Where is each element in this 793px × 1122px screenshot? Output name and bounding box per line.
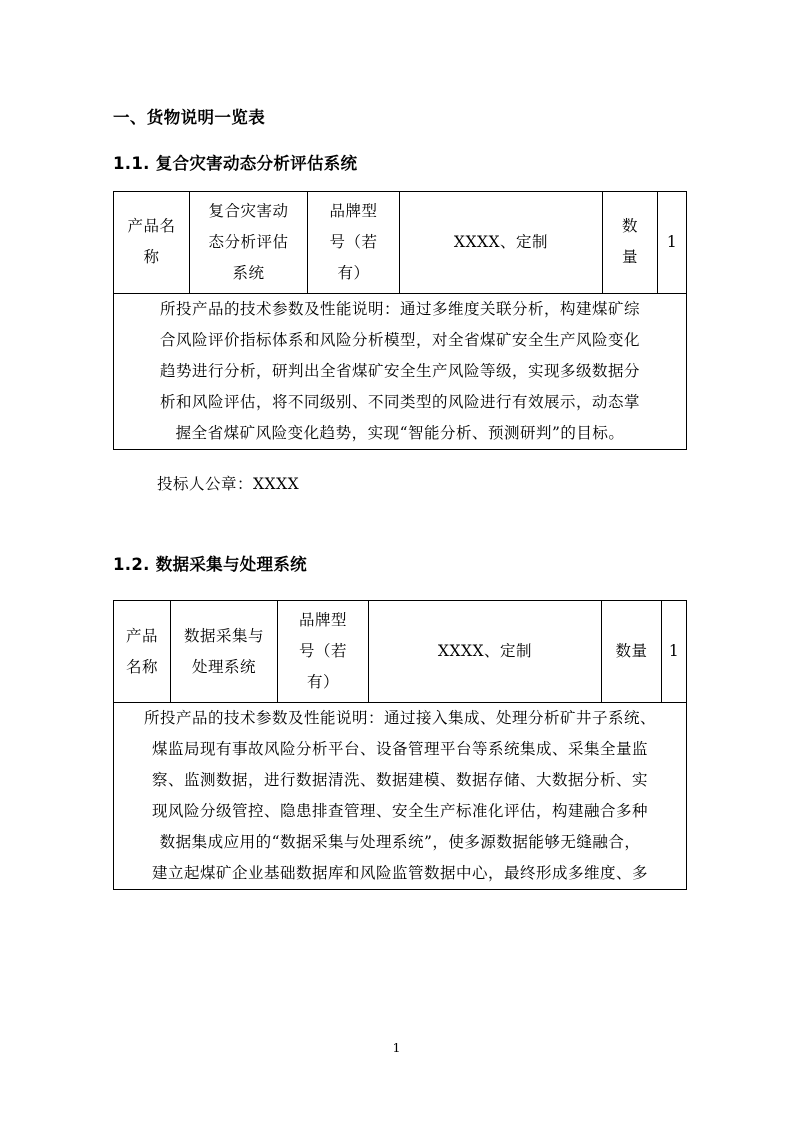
cell-value-brand-model-1: XXXX、定制 [400,191,603,293]
text-line: 析和风险评估，将不同级别、不同类型的风险进行有效展示，动态掌 [159,392,640,411]
text-line: 称 [143,248,160,267]
text-line: 数据集成应用的“数据采集与处理系统”，使多源数据能够无缝融合， [159,833,641,852]
table-gap-1 [113,450,686,472]
section-heading-1-1: 1.1. 复合灾害动态分析评估系统 [113,153,358,173]
signature-gap [113,494,686,555]
text-line: 煤监局现有事故风险分析平台、设备管理平台等系统集成、采集全量监 [151,740,648,759]
spec-table-2 [113,600,687,890]
table-row-header-1 [114,191,687,293]
cell-body-description-1 [114,293,687,449]
cell-label-quantity-2: 数量 [602,601,662,703]
text-line: 号（若 [298,642,347,661]
cell-label-product-name-2 [114,601,171,703]
text-line: 品牌型 [298,611,347,630]
page-title: 一、货物说明一览表 [113,108,266,127]
text-line: 产品名 [127,217,176,236]
table-row-header-2 [114,601,687,703]
text-line: 建立起煤矿企业基础数据库和风险监管数据中心，最终形成多维度、多 [151,864,648,883]
text-line: 握全省煤矿风险变化趋势，实现“智能分析、预测研判”的目标。 [175,423,625,442]
page-number: 1 [392,1040,401,1055]
text-line: 品牌型 [329,201,378,220]
heading-gap-1 [113,128,686,154]
text-line: 复合灾害动 [208,201,289,220]
text-line: 数据采集与 [183,626,264,645]
text-line: 系统 [232,263,265,282]
text-line: 态分析评估 [208,232,289,251]
table-row-body-1 [114,293,687,449]
spec-table-1 [113,191,687,450]
signature-line: 投标人公章：XXXX [157,474,300,493]
text-line: 有） [337,263,370,282]
page-content [113,0,686,890]
text-line: 所投产品的技术参数及性能说明：通过接入集成、处理分析矿井子系统、 [143,709,656,728]
cell-body-description-2 [114,703,687,890]
cell-label-brand-model-2 [278,601,369,703]
top-spacer [113,0,686,108]
text-line: 现风险分级管控、隐患排查管理、安全生产标准化评估，构建融合多种 [151,802,648,821]
text-line: 名称 [125,657,158,676]
text-line: 量 [621,248,638,267]
cell-value-product-name-1 [190,191,308,293]
text-line: 处理系统 [191,657,256,676]
cell-value-brand-model-2: XXXX、定制 [369,601,602,703]
text-line: 察、监测数据，进行数据清洗、数据建模、数据存储、大数据分析、实 [151,771,648,790]
heading-gap-2 [113,174,686,191]
cell-label-product-name-1 [114,191,190,293]
text-line: 合风险评价指标体系和风险分析模型，对全省煤矿安全生产风险变化 [159,330,640,349]
cell-label-brand-model-1 [308,191,400,293]
text-line: 所投产品的技术参数及性能说明：通过多维度关联分析，构建煤矿综 [159,299,640,318]
cell-value-quantity-2: 1 [662,601,687,703]
text-line: 号（若 [329,232,378,251]
cell-value-product-name-2 [171,601,278,703]
text-line: 产品 [125,626,158,645]
cell-label-quantity-1 [603,191,658,293]
text-line: 数 [621,217,638,236]
heading-gap-3 [113,574,686,600]
text-line: 有） [306,673,339,692]
cell-value-quantity-1: 1 [658,191,687,293]
table-row-body-2 [114,703,687,890]
text-line: 趋势进行分析，研判出全省煤矿安全生产风险等级，实现多级数据分 [159,361,640,380]
section-heading-1-2: 1.2. 数据采集与处理系统 [113,554,307,574]
